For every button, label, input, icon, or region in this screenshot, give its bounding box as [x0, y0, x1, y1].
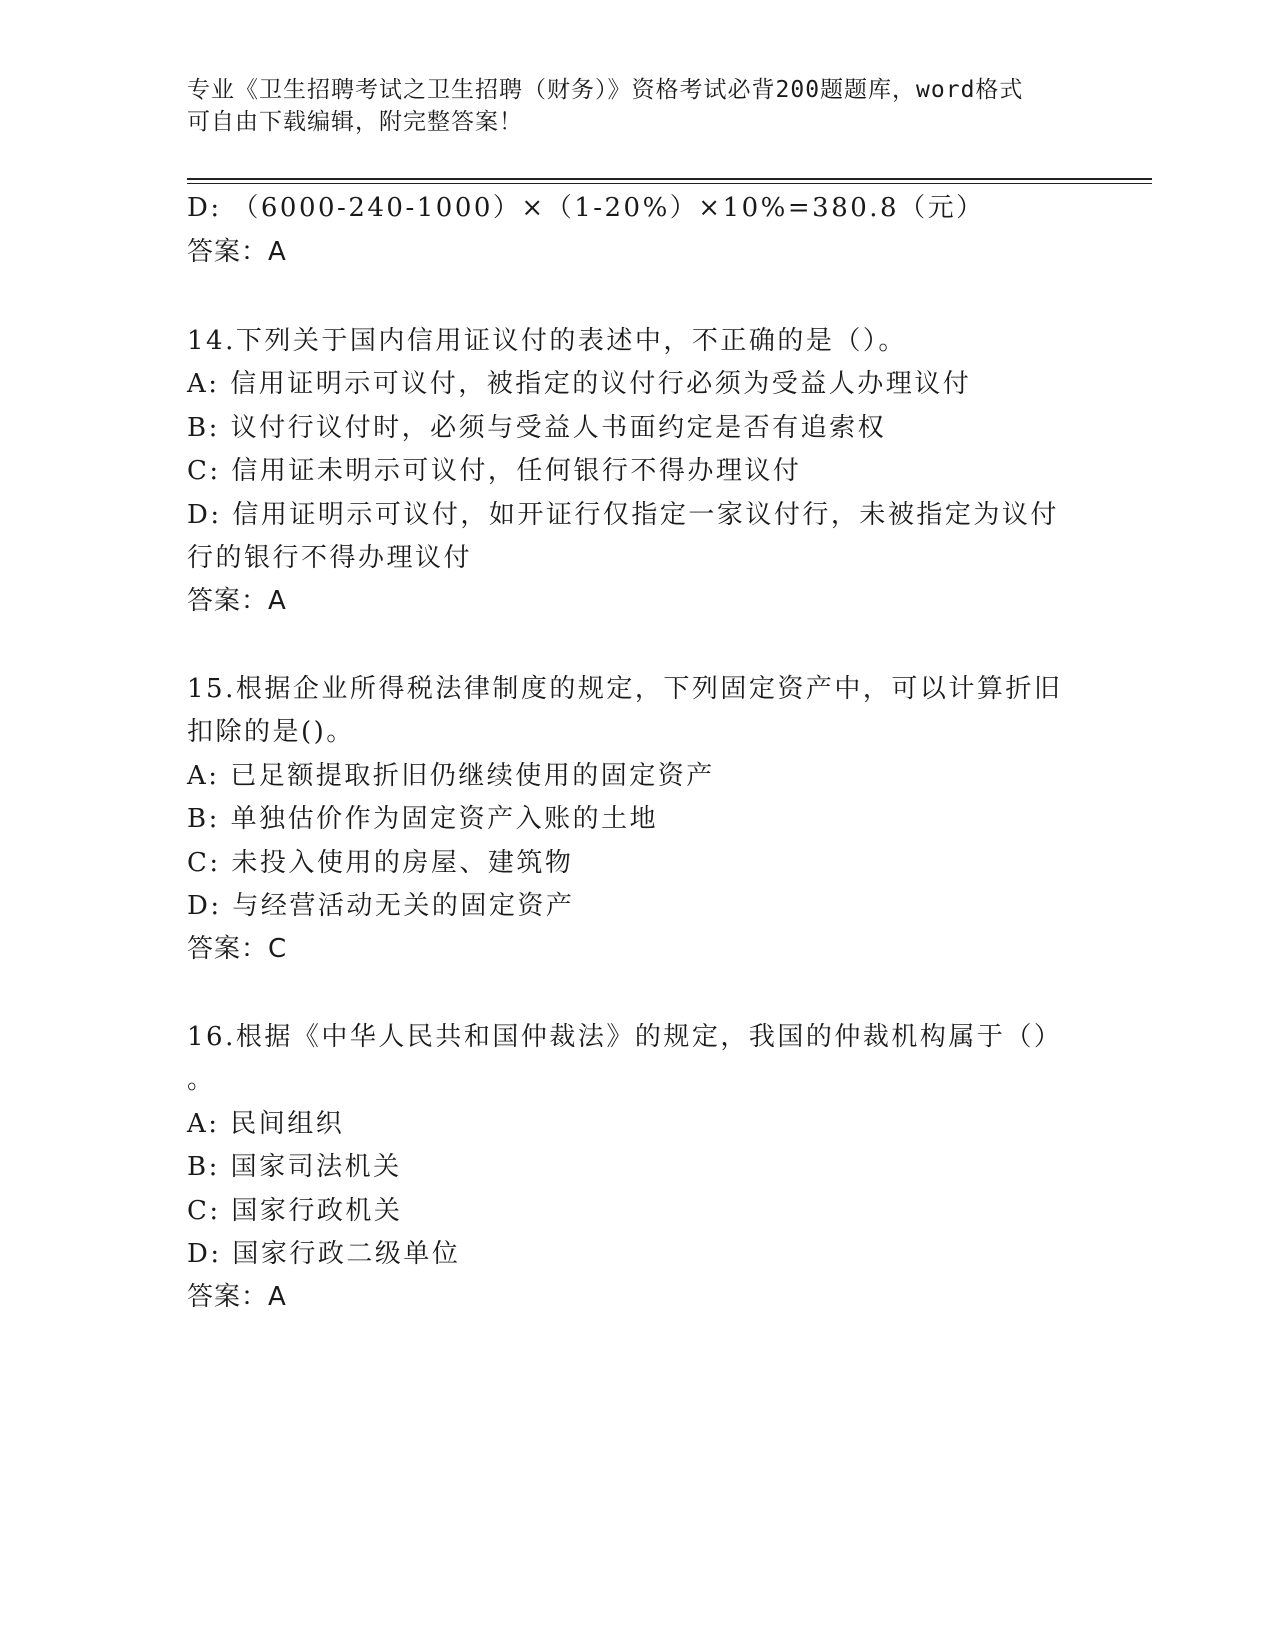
q16-option-b: B: 国家司法机关 [187, 1152, 402, 1182]
q14-stem: 14.下列关于国内信用证议付的表述中，不正确的是（）。 [187, 326, 907, 356]
q16-stem-line-2: 。 [187, 1065, 216, 1095]
q14-option-d-line-2: 行的银行不得办理议付 [187, 543, 473, 573]
q14-answer: 答案：A [187, 586, 287, 616]
q16-option-d: D: 国家行政二级单位 [187, 1239, 461, 1269]
prev-answer: 答案：A [187, 237, 287, 267]
q16-answer: 答案：A [187, 1282, 287, 1312]
page-header [187, 74, 1067, 138]
q15-option-a: A: 已足额提取折旧仍继续使用的固定资产 [187, 761, 715, 791]
q16-option-a: A: 民间组织 [187, 1109, 345, 1139]
q15-stem-line-1: 15.根据企业所得税法律制度的规定，下列固定资产中，可以计算折旧 [187, 674, 1063, 704]
q15-stem-line-2: 扣除的是()。 [187, 717, 355, 747]
header-rule-thin [187, 183, 1152, 184]
q14-option-d-line-1: D: 信用证明示可议付，如开证行仅指定一家议付行，未被指定为议付 [187, 500, 1059, 530]
q16-option-c: C: 国家行政机关 [187, 1196, 403, 1226]
prev-option-d: D: （6000-240-1000）×（1-20%）×10%=380.8（元） [187, 193, 985, 223]
header-line-1: 专业《卫生招聘考试之卫生招聘（财务）》资格考试必背200题题库，word格式 [187, 77, 1024, 103]
q14-option-b: B: 议付行议付时，必须与受益人书面约定是否有追索权 [187, 413, 887, 443]
header-line-2: 可自由下载编辑，附完整答案！ [187, 109, 523, 135]
q14-option-c: C: 信用证未明示可议付，任何银行不得办理议付 [187, 456, 802, 486]
q15-option-c: C: 未投入使用的房屋、建筑物 [187, 848, 574, 878]
q15-answer: 答案：C [187, 934, 288, 964]
q14-option-a: A: 信用证明示可议付，被指定的议付行必须为受益人办理议付 [187, 369, 972, 399]
header-rule-thick [187, 178, 1152, 180]
q15-option-b: B: 单独估价作为固定资产入账的土地 [187, 804, 659, 834]
q16-stem-line-1: 16.根据《中华人民共和国仲裁法》的规定，我国的仲裁机构属于（） [187, 1022, 1063, 1052]
q15-option-d: D: 与经营活动无关的固定资产 [187, 891, 575, 921]
